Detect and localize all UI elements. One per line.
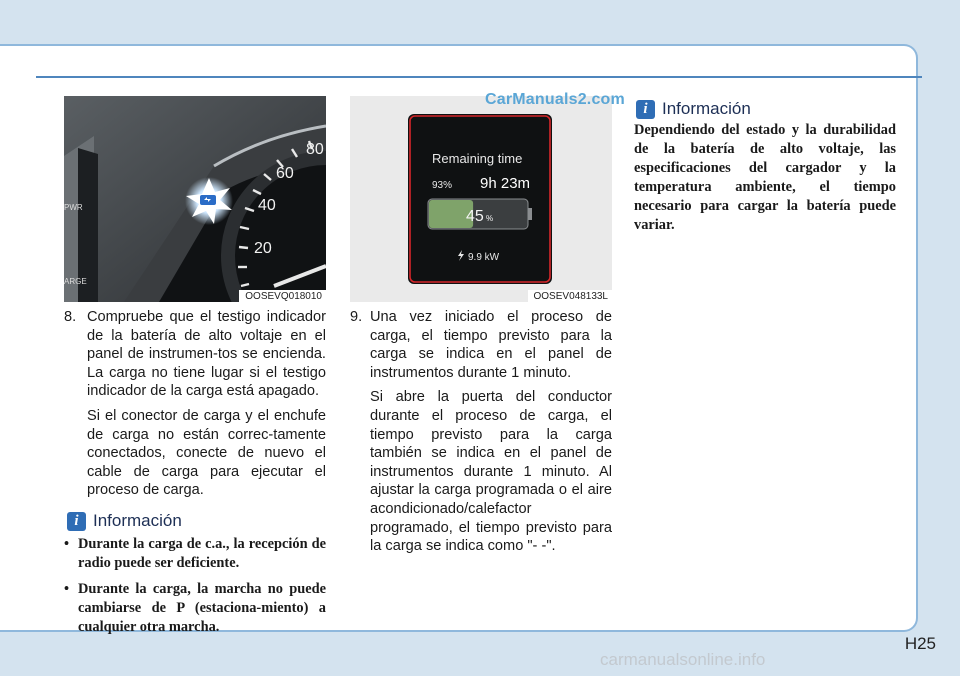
info1-heading bbox=[67, 511, 182, 531]
dial-60: 60 bbox=[276, 165, 294, 182]
display-power: 9.9 kW bbox=[468, 252, 500, 263]
step-8-note: Si el conector de carga y el enchufe de carga no están correc-tamente conectados, conecte de nuevo el cable de carga para ejecutar el proceso de carga. bbox=[87, 407, 326, 499]
dial-80: 80 bbox=[306, 141, 324, 158]
step-9-text: Una vez iniciado el proceso de carga, el tiempo previsto para la carga se indica en el panel de instrumentos durante 1 minuto. bbox=[370, 309, 612, 381]
dial-40: 40 bbox=[258, 197, 276, 214]
figure-cluster bbox=[64, 96, 326, 302]
header-rule bbox=[36, 76, 922, 78]
step-9-number: 9. bbox=[350, 309, 363, 325]
page-number: H25 bbox=[904, 634, 936, 653]
charging-indicator-icon bbox=[185, 177, 233, 225]
watermark: CarManuals2.com bbox=[485, 91, 625, 108]
battery-value: 45 bbox=[466, 208, 484, 225]
cluster-illustration bbox=[64, 96, 326, 302]
info2-title: Información bbox=[662, 99, 751, 118]
display-title: Remaining time bbox=[432, 151, 523, 166]
figure-remaining-time bbox=[350, 96, 612, 302]
info1-bullet: • Durante la carga de c.a., la recepción de radio puede ser deficiente. bbox=[64, 536, 326, 571]
figure2-caption: OOSEV048133L bbox=[528, 290, 613, 302]
info2-heading bbox=[636, 99, 751, 119]
info1-title: Información bbox=[93, 511, 182, 530]
label-pwr: PWR bbox=[64, 203, 83, 212]
step-8-number: 8. bbox=[64, 309, 77, 325]
info-icon: i bbox=[67, 512, 86, 531]
footer-watermark: carmanualsonline.info bbox=[600, 650, 766, 669]
figure1-caption: OOSEVQ018010 bbox=[239, 290, 326, 302]
battery-unit: % bbox=[486, 214, 494, 223]
dial-20: 20 bbox=[254, 240, 272, 257]
info2-body: Dependiendo del estado y la durabilidad de la batería de alto voltaje, las especificaciones del cargador y la temperatura ambiente, el tiempo necesario para cargar la batería puede variar. bbox=[634, 122, 896, 233]
display-illustration bbox=[350, 96, 612, 302]
step-8-text: Compruebe que el testigo indicador de la batería de alto voltaje en el panel de instrumen-tos se encienda. La carga no tiene lugar si el testigo indicador de la carga está apagado. bbox=[87, 309, 326, 400]
info1-bullet: • Durante la carga, la marcha no puede cambiarse de P (estaciona-miento) a cualquier otra marcha. bbox=[64, 581, 326, 635]
info1-body bbox=[64, 535, 326, 644]
display-percent: 93% bbox=[432, 180, 453, 191]
step-9 bbox=[350, 308, 612, 562]
step-8 bbox=[64, 308, 326, 506]
info-icon: i bbox=[636, 100, 655, 119]
step-9-note: Si abre la puerta del conductor durante el proceso de carga, el tiempo previsto para la carga también se indica en el panel de instrumentos durante 1 minuto. Al ajustar la carga programada o el aire acondicionado/calefactor programado, el tiempo previsto para la carga se indica como "- -". bbox=[370, 389, 612, 555]
display-time: 9h 23m bbox=[480, 175, 531, 192]
label-charge: ARGE bbox=[64, 277, 87, 286]
